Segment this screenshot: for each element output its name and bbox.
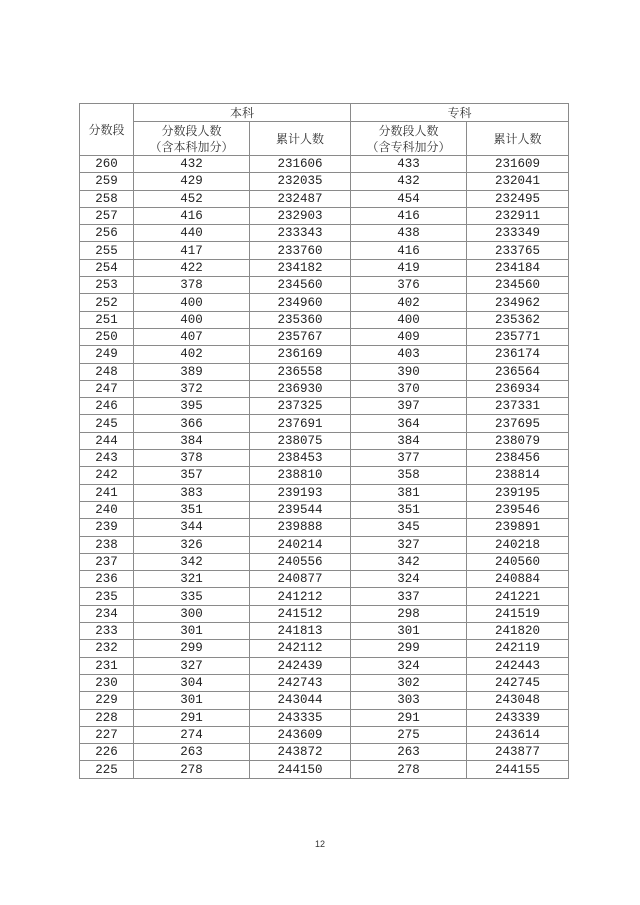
cell-zhuanke-cumulative: 242443: [467, 657, 569, 674]
cell-zhuanke-cumulative: 244155: [467, 761, 569, 778]
cell-zhuanke-count: 384: [351, 432, 467, 449]
table-row: [80, 484, 569, 501]
cell-zhuanke-count: 409: [351, 328, 467, 345]
cell-zhuanke-count: 403: [351, 346, 467, 363]
cell-zhuanke-cumulative: 243048: [467, 692, 569, 709]
cell-benke-cumulative: 237691: [250, 415, 351, 432]
cell-benke-cumulative: 242112: [250, 640, 351, 657]
header-zhuanke-cumulative: 累计人数: [467, 122, 569, 156]
table-row: [80, 726, 569, 743]
cell-score: 229: [80, 692, 134, 709]
cell-benke-cumulative: 243872: [250, 744, 351, 761]
cell-score: 258: [80, 190, 134, 207]
table-row: [80, 571, 569, 588]
table-row: [80, 328, 569, 345]
cell-benke-count: 429: [134, 173, 250, 190]
cell-zhuanke-cumulative: 241221: [467, 588, 569, 605]
cell-benke-count: 407: [134, 328, 250, 345]
cell-zhuanke-count: 291: [351, 709, 467, 726]
cell-benke-count: 291: [134, 709, 250, 726]
cell-score: 230: [80, 674, 134, 691]
table-row: [80, 709, 569, 726]
cell-score: 237: [80, 553, 134, 570]
cell-score: 234: [80, 605, 134, 622]
cell-benke-count: 301: [134, 692, 250, 709]
cell-benke-cumulative: 233343: [250, 225, 351, 242]
cell-benke-cumulative: 238075: [250, 432, 351, 449]
cell-zhuanke-count: 381: [351, 484, 467, 501]
cell-benke-count: 366: [134, 415, 250, 432]
cell-score: 246: [80, 398, 134, 415]
cell-score: 243: [80, 450, 134, 467]
cell-benke-cumulative: 235360: [250, 311, 351, 328]
table-row: [80, 519, 569, 536]
cell-zhuanke-cumulative: 237331: [467, 398, 569, 415]
cell-benke-cumulative: 244150: [250, 761, 351, 778]
cell-benke-count: 300: [134, 605, 250, 622]
table-row: [80, 605, 569, 622]
cell-zhuanke-cumulative: 238079: [467, 432, 569, 449]
cell-benke-cumulative: 243044: [250, 692, 351, 709]
cell-benke-count: 327: [134, 657, 250, 674]
cell-zhuanke-count: 342: [351, 553, 467, 570]
table-row: [80, 311, 569, 328]
cell-zhuanke-cumulative: 242745: [467, 674, 569, 691]
cell-benke-cumulative: 243335: [250, 709, 351, 726]
cell-benke-count: 301: [134, 623, 250, 640]
table-row: [80, 761, 569, 778]
cell-benke-count: 351: [134, 501, 250, 518]
cell-zhuanke-count: 402: [351, 294, 467, 311]
header-group-zhuanke: 专科: [351, 104, 569, 122]
table-row: [80, 363, 569, 380]
cell-benke-count: 384: [134, 432, 250, 449]
cell-zhuanke-cumulative: 243339: [467, 709, 569, 726]
cell-score: 228: [80, 709, 134, 726]
cell-benke-cumulative: 236558: [250, 363, 351, 380]
cell-zhuanke-count: 358: [351, 467, 467, 484]
cell-score: 240: [80, 501, 134, 518]
cell-score: 250: [80, 328, 134, 345]
cell-zhuanke-cumulative: 242119: [467, 640, 569, 657]
header-score-segment: 分数段: [80, 104, 134, 156]
table-row: [80, 657, 569, 674]
cell-score: 225: [80, 761, 134, 778]
cell-score: 253: [80, 277, 134, 294]
cell-score: 233: [80, 623, 134, 640]
cell-score: 236: [80, 571, 134, 588]
header-zhuanke-count-line2: （含专科加分）: [366, 139, 451, 154]
cell-benke-count: 372: [134, 380, 250, 397]
cell-score: 260: [80, 156, 134, 173]
cell-benke-cumulative: 240214: [250, 536, 351, 553]
cell-zhuanke-cumulative: 234962: [467, 294, 569, 311]
cell-zhuanke-cumulative: 239891: [467, 519, 569, 536]
cell-zhuanke-count: 303: [351, 692, 467, 709]
cell-benke-cumulative: 239193: [250, 484, 351, 501]
cell-zhuanke-count: 337: [351, 588, 467, 605]
cell-zhuanke-count: 438: [351, 225, 467, 242]
table-row: [80, 692, 569, 709]
cell-zhuanke-cumulative: 234560: [467, 277, 569, 294]
cell-zhuanke-count: 298: [351, 605, 467, 622]
cell-benke-count: 326: [134, 536, 250, 553]
cell-zhuanke-count: 324: [351, 657, 467, 674]
cell-zhuanke-count: 351: [351, 501, 467, 518]
cell-zhuanke-count: 377: [351, 450, 467, 467]
cell-zhuanke-count: 454: [351, 190, 467, 207]
header-benke-count-line2: （含本科加分）: [149, 139, 234, 154]
cell-score: 244: [80, 432, 134, 449]
cell-score: 239: [80, 519, 134, 536]
cell-benke-count: 342: [134, 553, 250, 570]
table-row: [80, 398, 569, 415]
table-row: [80, 294, 569, 311]
cell-benke-count: 378: [134, 277, 250, 294]
header-benke-count: [134, 122, 250, 156]
page-number: 12: [314, 839, 325, 849]
cell-benke-cumulative: 243609: [250, 726, 351, 743]
cell-benke-cumulative: 236169: [250, 346, 351, 363]
cell-score: 257: [80, 207, 134, 224]
cell-score: 247: [80, 380, 134, 397]
table-row: [80, 156, 569, 173]
cell-zhuanke-count: 299: [351, 640, 467, 657]
cell-zhuanke-count: 327: [351, 536, 467, 553]
cell-zhuanke-count: 278: [351, 761, 467, 778]
cell-benke-cumulative: 232487: [250, 190, 351, 207]
cell-zhuanke-count: 433: [351, 156, 467, 173]
cell-benke-count: 440: [134, 225, 250, 242]
cell-zhuanke-count: 263: [351, 744, 467, 761]
cell-benke-cumulative: 234560: [250, 277, 351, 294]
cell-benke-cumulative: 235767: [250, 328, 351, 345]
cell-zhuanke-cumulative: 238456: [467, 450, 569, 467]
cell-benke-count: 402: [134, 346, 250, 363]
table-row: [80, 173, 569, 190]
cell-score: 238: [80, 536, 134, 553]
header-row-groups: [80, 104, 569, 122]
cell-benke-cumulative: 240556: [250, 553, 351, 570]
cell-benke-cumulative: 238453: [250, 450, 351, 467]
header-benke-count-line1: 分数段人数: [161, 123, 222, 138]
table-row: [80, 415, 569, 432]
cell-benke-count: 389: [134, 363, 250, 380]
table-row: [80, 207, 569, 224]
cell-zhuanke-count: 416: [351, 207, 467, 224]
header-group-benke: 本科: [134, 104, 351, 122]
cell-benke-count: 299: [134, 640, 250, 657]
cell-zhuanke-cumulative: 243877: [467, 744, 569, 761]
cell-zhuanke-cumulative: 231609: [467, 156, 569, 173]
cell-zhuanke-count: 416: [351, 242, 467, 259]
cell-benke-count: 357: [134, 467, 250, 484]
table-row: [80, 190, 569, 207]
cell-benke-count: 395: [134, 398, 250, 415]
table-row: [80, 674, 569, 691]
table-row: [80, 259, 569, 276]
cell-score: 254: [80, 259, 134, 276]
table-row: [80, 744, 569, 761]
cell-zhuanke-count: 301: [351, 623, 467, 640]
cell-zhuanke-cumulative: 241820: [467, 623, 569, 640]
cell-score: 241: [80, 484, 134, 501]
cell-score: 256: [80, 225, 134, 242]
cell-benke-count: 278: [134, 761, 250, 778]
cell-score: 251: [80, 311, 134, 328]
cell-zhuanke-cumulative: 233349: [467, 225, 569, 242]
cell-benke-count: 417: [134, 242, 250, 259]
cell-zhuanke-cumulative: 240218: [467, 536, 569, 553]
cell-benke-cumulative: 239544: [250, 501, 351, 518]
cell-zhuanke-count: 390: [351, 363, 467, 380]
cell-zhuanke-cumulative: 236174: [467, 346, 569, 363]
cell-zhuanke-count: 364: [351, 415, 467, 432]
table-row: [80, 380, 569, 397]
cell-benke-cumulative: 239888: [250, 519, 351, 536]
table-row: [80, 588, 569, 605]
cell-benke-count: 263: [134, 744, 250, 761]
cell-zhuanke-count: 397: [351, 398, 467, 415]
cell-benke-cumulative: 242743: [250, 674, 351, 691]
cell-benke-cumulative: 234960: [250, 294, 351, 311]
cell-score: 235: [80, 588, 134, 605]
cell-zhuanke-count: 275: [351, 726, 467, 743]
cell-zhuanke-cumulative: 243614: [467, 726, 569, 743]
cell-benke-cumulative: 241212: [250, 588, 351, 605]
cell-benke-count: 400: [134, 294, 250, 311]
score-distribution-table: [79, 103, 569, 779]
cell-benke-count: 335: [134, 588, 250, 605]
table-row: [80, 277, 569, 294]
header-zhuanke-count: [351, 122, 467, 156]
cell-score: 249: [80, 346, 134, 363]
cell-benke-cumulative: 236930: [250, 380, 351, 397]
cell-benke-cumulative: 242439: [250, 657, 351, 674]
cell-score: 245: [80, 415, 134, 432]
cell-score: 259: [80, 173, 134, 190]
cell-benke-cumulative: 238810: [250, 467, 351, 484]
table-body: [80, 156, 569, 779]
header-zhuanke-count-line1: 分数段人数: [378, 123, 439, 138]
cell-benke-cumulative: 237325: [250, 398, 351, 415]
table-row: [80, 553, 569, 570]
cell-score: 231: [80, 657, 134, 674]
cell-score: 242: [80, 467, 134, 484]
table-row: [80, 225, 569, 242]
cell-benke-cumulative: 241512: [250, 605, 351, 622]
cell-score: 255: [80, 242, 134, 259]
cell-zhuanke-cumulative: 237695: [467, 415, 569, 432]
table-row: [80, 432, 569, 449]
table-row: [80, 536, 569, 553]
cell-score: 227: [80, 726, 134, 743]
cell-benke-count: 416: [134, 207, 250, 224]
cell-zhuanke-cumulative: 232911: [467, 207, 569, 224]
cell-benke-count: 321: [134, 571, 250, 588]
cell-zhuanke-cumulative: 241519: [467, 605, 569, 622]
cell-zhuanke-cumulative: 240884: [467, 571, 569, 588]
table-row: [80, 346, 569, 363]
cell-zhuanke-count: 419: [351, 259, 467, 276]
cell-zhuanke-cumulative: 238814: [467, 467, 569, 484]
table-row: [80, 640, 569, 657]
cell-zhuanke-cumulative: 232495: [467, 190, 569, 207]
cell-zhuanke-count: 376: [351, 277, 467, 294]
cell-benke-count: 344: [134, 519, 250, 536]
cell-zhuanke-count: 432: [351, 173, 467, 190]
cell-benke-count: 400: [134, 311, 250, 328]
cell-benke-count: 452: [134, 190, 250, 207]
table-row: [80, 467, 569, 484]
cell-benke-cumulative: 232035: [250, 173, 351, 190]
cell-benke-cumulative: 234182: [250, 259, 351, 276]
cell-zhuanke-count: 302: [351, 674, 467, 691]
cell-score: 248: [80, 363, 134, 380]
cell-benke-count: 304: [134, 674, 250, 691]
cell-benke-cumulative: 232903: [250, 207, 351, 224]
table-row: [80, 242, 569, 259]
cell-benke-count: 422: [134, 259, 250, 276]
cell-zhuanke-cumulative: 236934: [467, 380, 569, 397]
cell-zhuanke-cumulative: 236564: [467, 363, 569, 380]
cell-benke-cumulative: 233760: [250, 242, 351, 259]
cell-zhuanke-cumulative: 239546: [467, 501, 569, 518]
cell-score: 252: [80, 294, 134, 311]
cell-zhuanke-cumulative: 232041: [467, 173, 569, 190]
cell-benke-cumulative: 240877: [250, 571, 351, 588]
cell-zhuanke-cumulative: 234184: [467, 259, 569, 276]
cell-zhuanke-count: 370: [351, 380, 467, 397]
cell-zhuanke-cumulative: 235771: [467, 328, 569, 345]
cell-score: 232: [80, 640, 134, 657]
cell-benke-count: 274: [134, 726, 250, 743]
table-row: [80, 501, 569, 518]
cell-zhuanke-count: 324: [351, 571, 467, 588]
header-benke-cumulative: 累计人数: [250, 122, 351, 156]
table-row: [80, 450, 569, 467]
cell-zhuanke-count: 400: [351, 311, 467, 328]
cell-benke-count: 378: [134, 450, 250, 467]
cell-zhuanke-cumulative: 235362: [467, 311, 569, 328]
cell-zhuanke-cumulative: 240560: [467, 553, 569, 570]
cell-benke-cumulative: 241813: [250, 623, 351, 640]
cell-benke-count: 432: [134, 156, 250, 173]
table-row: [80, 623, 569, 640]
cell-benke-count: 383: [134, 484, 250, 501]
cell-zhuanke-cumulative: 239195: [467, 484, 569, 501]
cell-benke-cumulative: 231606: [250, 156, 351, 173]
cell-score: 226: [80, 744, 134, 761]
cell-zhuanke-count: 345: [351, 519, 467, 536]
cell-zhuanke-cumulative: 233765: [467, 242, 569, 259]
header-row-columns: [80, 122, 569, 156]
